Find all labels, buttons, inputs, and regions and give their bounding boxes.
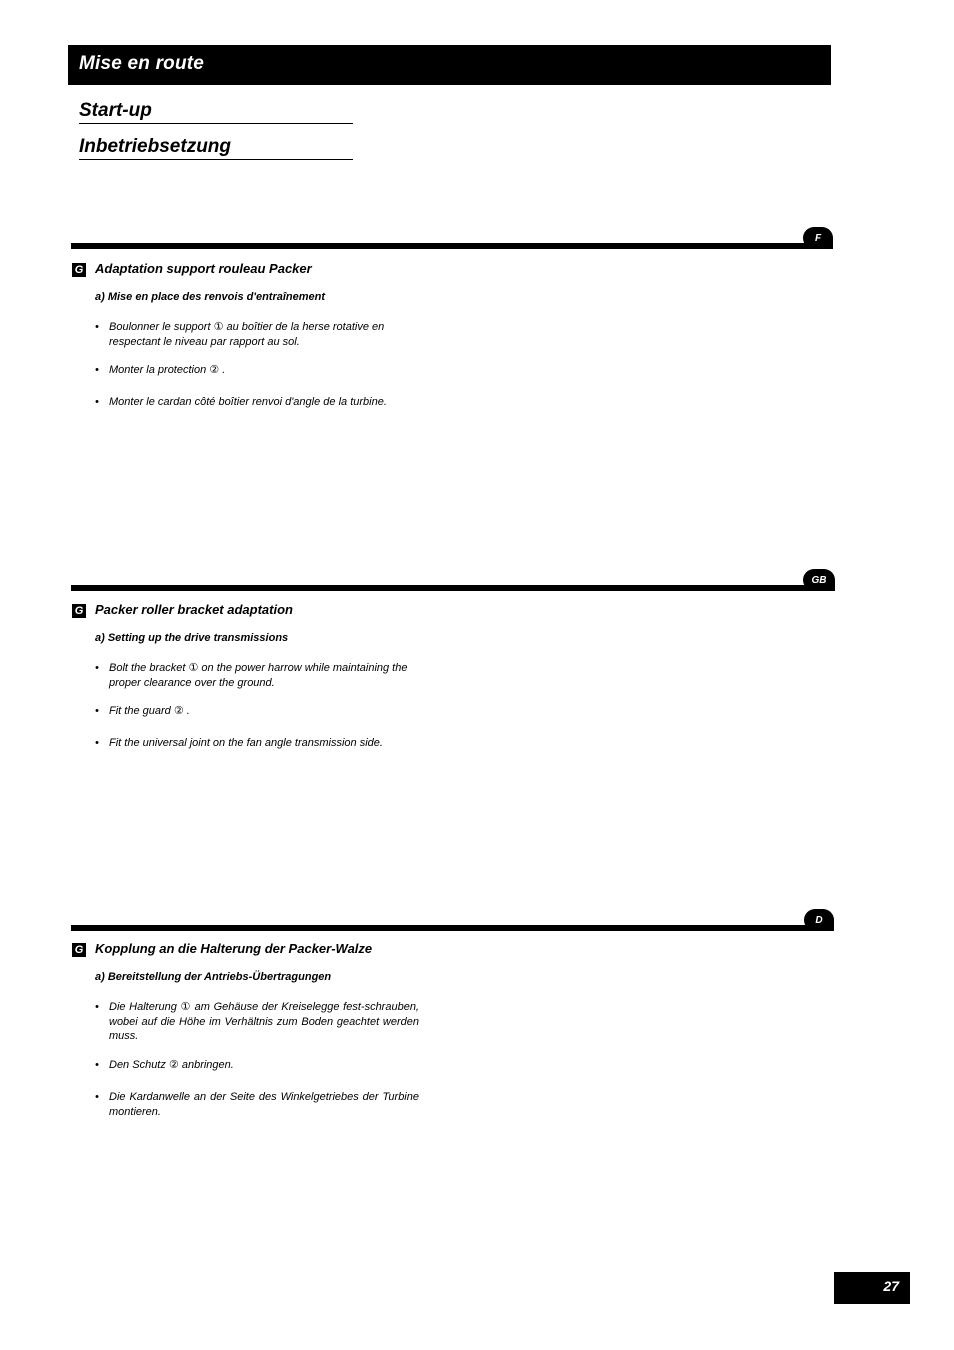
- section-marker-g: G: [72, 263, 86, 277]
- section-subheading-d: a) Bereitstellung der Antriebs-Übertragungen: [95, 971, 332, 983]
- language-tab-gb: GB: [803, 569, 835, 591]
- section-subheading-f: a) Mise en place des renvois d'entraînement: [95, 291, 326, 303]
- language-tab-d: D: [804, 909, 834, 931]
- subtitle-english: Start-up: [79, 100, 353, 124]
- section-divider-gb: [71, 585, 831, 591]
- list-item: • Monter le cardan côté boîtier renvoi d'angle de la turbine.: [95, 396, 387, 408]
- list-item: • Die Kardanwelle an der Seite des Winkelgetriebes der Turbine montieren.: [95, 1091, 419, 1118]
- list-item: • Fit the universal joint on the fan angle transmission side.: [95, 737, 383, 749]
- section-title-d: Kopplung an die Halterung der Packer-Walze: [95, 941, 373, 956]
- section-marker-g: G: [72, 943, 86, 957]
- list-item: • Fit the guard ② .: [95, 705, 190, 717]
- page-number: 27: [883, 1278, 899, 1294]
- section-title-f: Adaptation support rouleau Packer: [95, 261, 312, 276]
- page-title: Mise en route: [79, 53, 205, 74]
- language-tab-f: F: [803, 227, 833, 249]
- list-item: • Monter la protection ② .: [95, 364, 226, 376]
- section-subheading-gb: a) Setting up the drive transmissions: [95, 632, 289, 644]
- section-title-gb: Packer roller bracket adaptation: [95, 602, 293, 617]
- page-header-banner: [68, 45, 831, 85]
- list-item: • Boulonner le support ① au boîtier de la herse rotative en respectant le niveau par rapport au sol.: [95, 321, 385, 348]
- section-divider-f: [71, 243, 831, 249]
- list-item: • Die Halterung ① am Gehäuse der Kreiselegge fest-schrauben, wobei auf die Höhe im Verhältnis zum Boden geachtet werden muss.: [95, 1001, 419, 1042]
- section-divider-d: [71, 925, 831, 931]
- list-item: • Bolt the bracket ① on the power harrow while maintaining the proper clearance over the ground.: [95, 662, 408, 689]
- list-item: • Den Schutz ② anbringen.: [95, 1059, 234, 1071]
- section-marker-g: G: [72, 604, 86, 618]
- page-number-box: [834, 1272, 910, 1304]
- subtitle-german: Inbetriebsetzung: [79, 136, 353, 160]
